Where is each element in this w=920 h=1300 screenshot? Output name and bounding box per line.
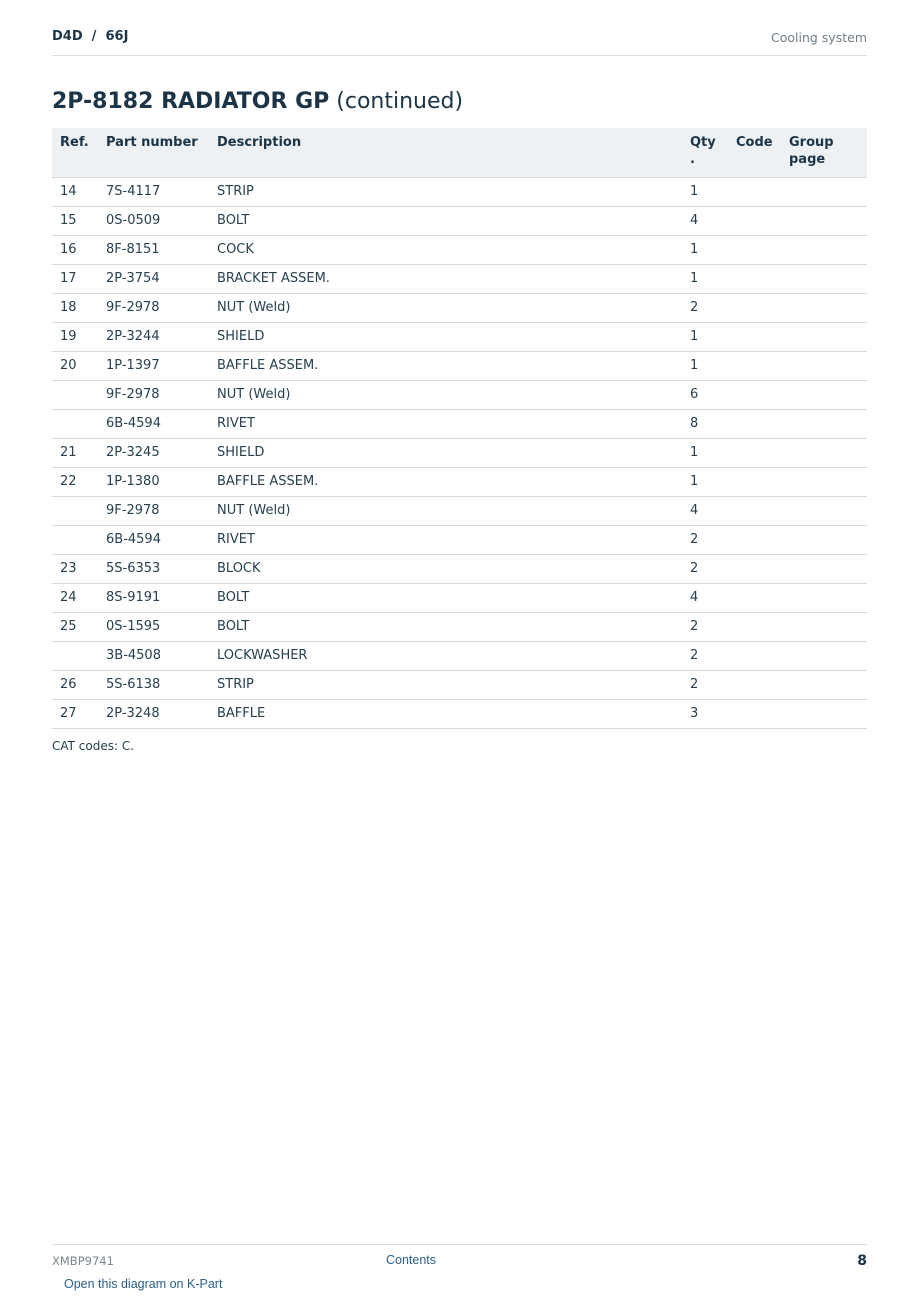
cell-ref: 24 <box>52 583 98 612</box>
cell-group-page <box>781 670 867 699</box>
cell-ref: 15 <box>52 206 98 235</box>
cell-description: COCK <box>209 235 682 264</box>
cell-qty: 2 <box>682 554 728 583</box>
cell-description: BAFFLE ASSEM. <box>209 467 682 496</box>
cell-part-number: 6B-4594 <box>98 525 209 554</box>
table-row <box>52 322 867 351</box>
cell-code <box>728 670 781 699</box>
cell-ref: 20 <box>52 351 98 380</box>
cell-ref: 25 <box>52 612 98 641</box>
table-row <box>52 264 867 293</box>
cell-part-number: 2P-3248 <box>98 699 209 728</box>
cell-code <box>728 206 781 235</box>
cell-group-page <box>781 206 867 235</box>
cell-qty: 1 <box>682 351 728 380</box>
cell-code <box>728 699 781 728</box>
cell-part-number: 7S-4117 <box>98 177 209 206</box>
cell-group-page <box>781 496 867 525</box>
page-footer <box>52 1244 867 1300</box>
col-header-ref: Ref. <box>52 128 98 177</box>
cell-description: BRACKET ASSEM. <box>209 264 682 293</box>
cell-qty: 3 <box>682 699 728 728</box>
cell-group-page <box>781 699 867 728</box>
cell-qty: 1 <box>682 264 728 293</box>
cell-ref: 18 <box>52 293 98 322</box>
cell-group-page <box>781 235 867 264</box>
cell-qty: 4 <box>682 583 728 612</box>
cell-code <box>728 351 781 380</box>
cell-part-number: 9F-2978 <box>98 380 209 409</box>
cell-qty: 2 <box>682 670 728 699</box>
cell-description: RIVET <box>209 525 682 554</box>
cell-qty: 1 <box>682 467 728 496</box>
table-row <box>52 351 867 380</box>
table-row <box>52 235 867 264</box>
cell-code <box>728 583 781 612</box>
contents-link[interactable]: Contents <box>386 1253 437 1267</box>
col-header-code: Code <box>728 128 781 177</box>
cell-part-number: 9F-2978 <box>98 496 209 525</box>
cell-code <box>728 409 781 438</box>
cell-group-page <box>781 293 867 322</box>
table-row <box>52 206 867 235</box>
cell-part-number: 8F-8151 <box>98 235 209 264</box>
cell-part-number: 1P-1380 <box>98 467 209 496</box>
cell-description: STRIP <box>209 670 682 699</box>
cell-ref <box>52 525 98 554</box>
cell-description: BLOCK <box>209 554 682 583</box>
cell-code <box>728 554 781 583</box>
cell-part-number: 2P-3754 <box>98 264 209 293</box>
table-row <box>52 380 867 409</box>
cell-code <box>728 380 781 409</box>
page-number: 8 <box>857 1253 867 1269</box>
title-main: 2P-8182 RADIATOR GP <box>52 89 330 114</box>
cell-description: NUT (Weld) <box>209 380 682 409</box>
col-header-description: Description <box>209 128 682 177</box>
table-row <box>52 293 867 322</box>
page-header <box>52 29 867 56</box>
cell-ref: 21 <box>52 438 98 467</box>
cell-ref: 26 <box>52 670 98 699</box>
table-row <box>52 583 867 612</box>
cell-ref <box>52 380 98 409</box>
cell-part-number: 5S-6138 <box>98 670 209 699</box>
cell-code <box>728 525 781 554</box>
table-header-row <box>52 128 867 177</box>
cell-qty: 1 <box>682 177 728 206</box>
cell-group-page <box>781 583 867 612</box>
cell-ref: 22 <box>52 467 98 496</box>
cell-part-number: 2P-3245 <box>98 438 209 467</box>
title-suffix: (continued) <box>336 89 464 114</box>
cell-group-page <box>781 322 867 351</box>
cell-group-page <box>781 264 867 293</box>
cell-code <box>728 641 781 670</box>
cat-codes-note: CAT codes: C. <box>52 739 135 753</box>
cell-qty: 4 <box>682 206 728 235</box>
col-header-qty: Qty . <box>682 128 728 177</box>
cell-part-number: 2P-3244 <box>98 322 209 351</box>
parts-table <box>52 128 867 729</box>
cell-qty: 2 <box>682 641 728 670</box>
cell-part-number: 1P-1397 <box>98 351 209 380</box>
cell-ref: 16 <box>52 235 98 264</box>
cell-qty: 6 <box>682 380 728 409</box>
table-row <box>52 612 867 641</box>
cell-code <box>728 264 781 293</box>
cell-description: BOLT <box>209 583 682 612</box>
cell-code <box>728 322 781 351</box>
cell-group-page <box>781 554 867 583</box>
cell-ref <box>52 641 98 670</box>
cell-group-page <box>781 380 867 409</box>
table-row <box>52 438 867 467</box>
cell-group-page <box>781 525 867 554</box>
cell-code <box>728 496 781 525</box>
cell-group-page <box>781 641 867 670</box>
cell-description: LOCKWASHER <box>209 641 682 670</box>
cell-code <box>728 467 781 496</box>
col-header-part-number: Part number <box>98 128 209 177</box>
cell-description: NUT (Weld) <box>209 496 682 525</box>
cell-code <box>728 612 781 641</box>
cell-part-number: 0S-0509 <box>98 206 209 235</box>
cell-code <box>728 235 781 264</box>
table-row <box>52 554 867 583</box>
document-id: XMBP9741 <box>52 1254 114 1268</box>
cell-qty: 8 <box>682 409 728 438</box>
cell-description: SHIELD <box>209 438 682 467</box>
kpart-link[interactable]: Open this diagram on K-Part <box>64 1277 223 1291</box>
cell-ref: 14 <box>52 177 98 206</box>
cell-qty: 2 <box>682 525 728 554</box>
table-row <box>52 641 867 670</box>
cell-qty: 1 <box>682 438 728 467</box>
table-row <box>52 699 867 728</box>
cell-ref <box>52 496 98 525</box>
cell-group-page <box>781 467 867 496</box>
cell-part-number: 5S-6353 <box>98 554 209 583</box>
cell-ref: 27 <box>52 699 98 728</box>
cell-description: RIVET <box>209 409 682 438</box>
cell-qty: 1 <box>682 322 728 351</box>
cell-code <box>728 438 781 467</box>
cell-code <box>728 293 781 322</box>
table-row <box>52 177 867 206</box>
cell-part-number: 3B-4508 <box>98 641 209 670</box>
cell-description: NUT (Weld) <box>209 293 682 322</box>
cell-description: BAFFLE ASSEM. <box>209 351 682 380</box>
table-row <box>52 496 867 525</box>
cell-group-page <box>781 438 867 467</box>
cell-description: STRIP <box>209 177 682 206</box>
cell-description: BOLT <box>209 612 682 641</box>
cell-group-page <box>781 612 867 641</box>
cell-part-number: 6B-4594 <box>98 409 209 438</box>
cell-ref: 19 <box>52 322 98 351</box>
table-row <box>52 525 867 554</box>
cell-code <box>728 177 781 206</box>
cell-qty: 2 <box>682 293 728 322</box>
cell-part-number: 9F-2978 <box>98 293 209 322</box>
breadcrumb: D4D / 66J <box>52 29 129 44</box>
cell-ref: 17 <box>52 264 98 293</box>
table-row <box>52 409 867 438</box>
cell-ref: 23 <box>52 554 98 583</box>
cell-part-number: 8S-9191 <box>98 583 209 612</box>
cell-group-page <box>781 409 867 438</box>
cell-qty: 2 <box>682 612 728 641</box>
cell-group-page <box>781 177 867 206</box>
section-name: Cooling system <box>771 30 867 45</box>
cell-description: BOLT <box>209 206 682 235</box>
page-title <box>52 89 463 114</box>
table-row <box>52 670 867 699</box>
cell-description: BAFFLE <box>209 699 682 728</box>
cell-group-page <box>781 351 867 380</box>
cell-ref <box>52 409 98 438</box>
table-row <box>52 467 867 496</box>
col-header-group-page: Group page <box>781 128 867 177</box>
cell-part-number: 0S-1595 <box>98 612 209 641</box>
cell-qty: 4 <box>682 496 728 525</box>
cell-description: SHIELD <box>209 322 682 351</box>
cell-qty: 1 <box>682 235 728 264</box>
